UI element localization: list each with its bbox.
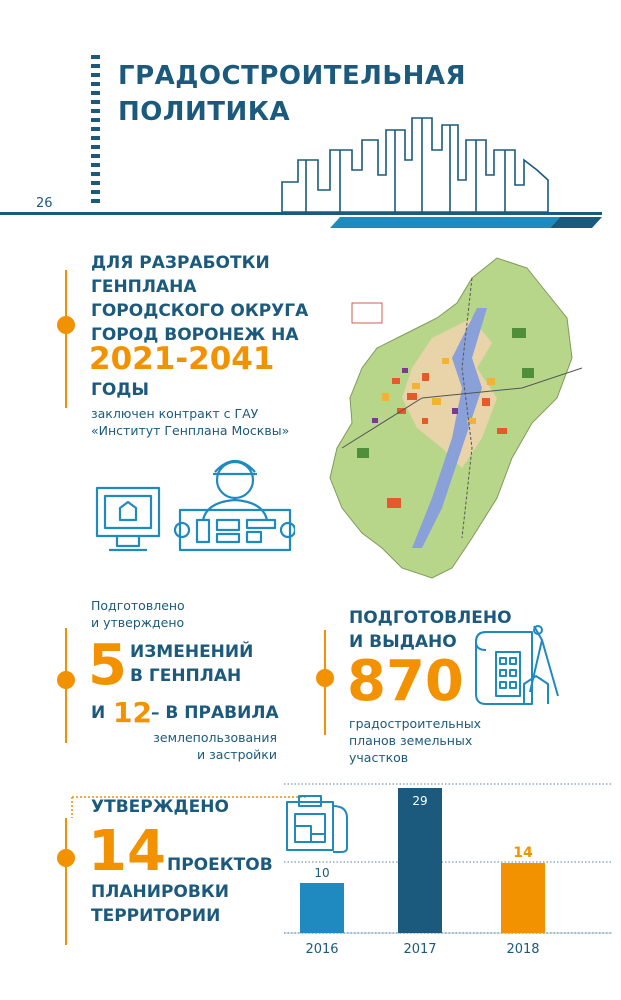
bar-2016 (300, 883, 344, 933)
changes-label-line1: ИЗМЕНЕНИЙ (130, 642, 254, 662)
projects-bar-chart (278, 770, 618, 970)
projects-label-line2: ПЛАНИРОВКИ (91, 882, 229, 902)
plans-note-line1: градостроительных (349, 716, 482, 731)
bar-2018 (501, 863, 545, 933)
page-number: 26 (36, 196, 53, 211)
rules-number: 12 (113, 696, 152, 729)
plans-heading-line2: И ВЫДАНО (349, 632, 457, 652)
timeline-marker-1 (54, 270, 78, 410)
changes-label-line2: В ГЕНПЛАН (130, 666, 242, 686)
timeline-marker-2 (54, 628, 78, 748)
changes-number: 5 (88, 633, 127, 698)
city-skyline-icon (282, 118, 548, 212)
rules-note-line1: землепользования (153, 730, 277, 745)
projects-number: 14 (88, 819, 166, 884)
bar-value-label-2017: 29 (412, 794, 428, 808)
genplan-heading-line4: ГОРОД ВОРОНЕЖ НА (91, 325, 299, 345)
bar-value-label-2018: 14 (513, 845, 533, 861)
changes-label (130, 640, 253, 688)
projects-label-line3: ТЕРРИТОРИИ (91, 906, 221, 926)
dashed-vertical-line (91, 55, 100, 203)
plans-heading-line1: ПОДГОТОВЛЕНО (349, 608, 512, 628)
header-stripe-blue (330, 217, 560, 228)
rules-note (140, 729, 277, 763)
page-title-line1: ГРАДОСТРОИТЕЛЬНАЯ (118, 61, 467, 91)
x-tick-label-2017: 2017 (403, 942, 437, 957)
genplan-note-line1: заключен контракт с ГАУ (91, 406, 259, 421)
bar-value-label-2016: 10 (314, 866, 330, 880)
genplan-heading-line1: ДЛЯ РАЗРАБОТКИ (91, 253, 270, 273)
bar-2017 (398, 788, 442, 933)
rules-note-line2: и застройки (197, 747, 277, 762)
plans-note (349, 715, 481, 766)
changes-intro (91, 597, 185, 631)
projects-heading: УТВЕРЖДЕНО (91, 797, 229, 817)
plans-number: 870 (347, 649, 464, 714)
genplan-years-word: ГОДЫ (91, 380, 150, 400)
blueprint-compass-icon (472, 622, 562, 714)
x-tick-label-2018: 2018 (506, 942, 540, 957)
x-tick-label-2016: 2016 (305, 942, 339, 957)
genplan-heading-line3: ГОРОДСКОГО ОКРУГА (91, 301, 309, 321)
projects-label: ПРОЕКТОВ (167, 855, 273, 875)
header-base-line (0, 212, 602, 215)
timeline-marker-3 (313, 630, 337, 740)
page-title (118, 58, 466, 130)
genplan-heading (91, 251, 308, 347)
projects-label-rest (91, 880, 229, 928)
changes-intro-line1: Подготовлено (91, 598, 185, 613)
plans-note-line3: участков (349, 750, 409, 765)
engineer-plan-icon (95, 450, 295, 565)
genplan-heading-line2: ГЕНПЛАНА (91, 277, 197, 297)
plans-note-line2: планов земельных (349, 733, 473, 748)
genplan-note (91, 405, 289, 439)
page-title-line2: ПОЛИТИКА (118, 97, 291, 127)
changes-and: И (91, 703, 106, 723)
genplan-note-line2: «Институт Генплана Москвы» (91, 423, 290, 438)
city-map-image (322, 248, 612, 583)
genplan-years: 2021-2041 (89, 341, 275, 377)
changes-intro-line2: и утверждено (91, 615, 185, 630)
rules-label: – В ПРАВИЛА (151, 703, 279, 723)
